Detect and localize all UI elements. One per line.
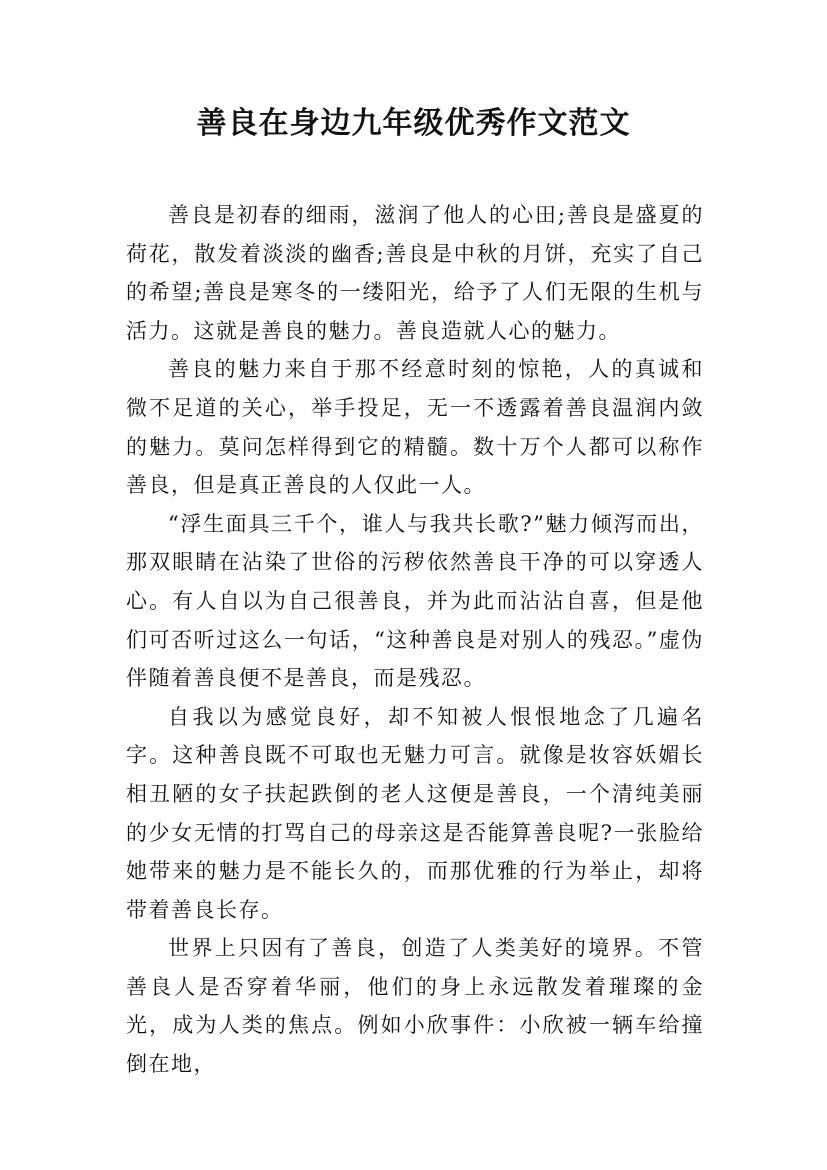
paragraph-4: 自我以为感觉良好，却不知被人恨恨地念了几遍名字。这种善良既不可取也无魅力可言。就像是妆容妖媚长相丑陋的女子扶起跌倒的老人这便是善良，一个清纯美丽的少女无情的打骂自己的母亲这是否能算善良呢?一张脸给她带来的魅力是不能长久的，而那优雅的行为举止，却将带着善良长存。: [126, 704, 704, 922]
paragraph-3: “浮生面具三千个，谁人与我共长歌?”魅力倾泻而出，那双眼睛在沾染了世俗的污秽依然善良干净的可以穿透人心。有人自以为自己很善良，并为此而沾沾自喜，但是他们可否听过这么一句话，“这种善良是对别人的残忍。”虚伪伴随着善良便不是善良，而是残忍。: [126, 511, 704, 691]
paragraph-1: 善良是初春的细雨，滋润了他人的心田;善良是盛夏的荷花，散发着淡淡的幽香;善良是中秋的月饼，充实了自己的希望;善良是寒冬的一缕阳光，给予了人们无限的生机与活力。这就是善良的魅力。善良造就人心的魅力。: [126, 203, 704, 343]
document-title: 善良在身边九年级优秀作文范文: [196, 106, 631, 141]
document-body: [126, 196, 704, 1084]
paragraph-5: 世界上只因有了善良，创造了人类美好的境界。不管善良人是否穿着华丽，他们的身上永远散发着璀璨的金光，成为人类的焦点。例如小欣事件：小欣被一辆车给撞倒在地，: [126, 936, 704, 1077]
paragraph-2: 善良的魅力来自于那不经意时刻的惊艳，人的真诚和微不足道的关心，举手投足，无一不透露着善良温润内敛的魅力。莫问怎样得到它的精髓。数十万个人都可以称作善良，但是真正善良的人仅此一人。: [126, 357, 704, 498]
